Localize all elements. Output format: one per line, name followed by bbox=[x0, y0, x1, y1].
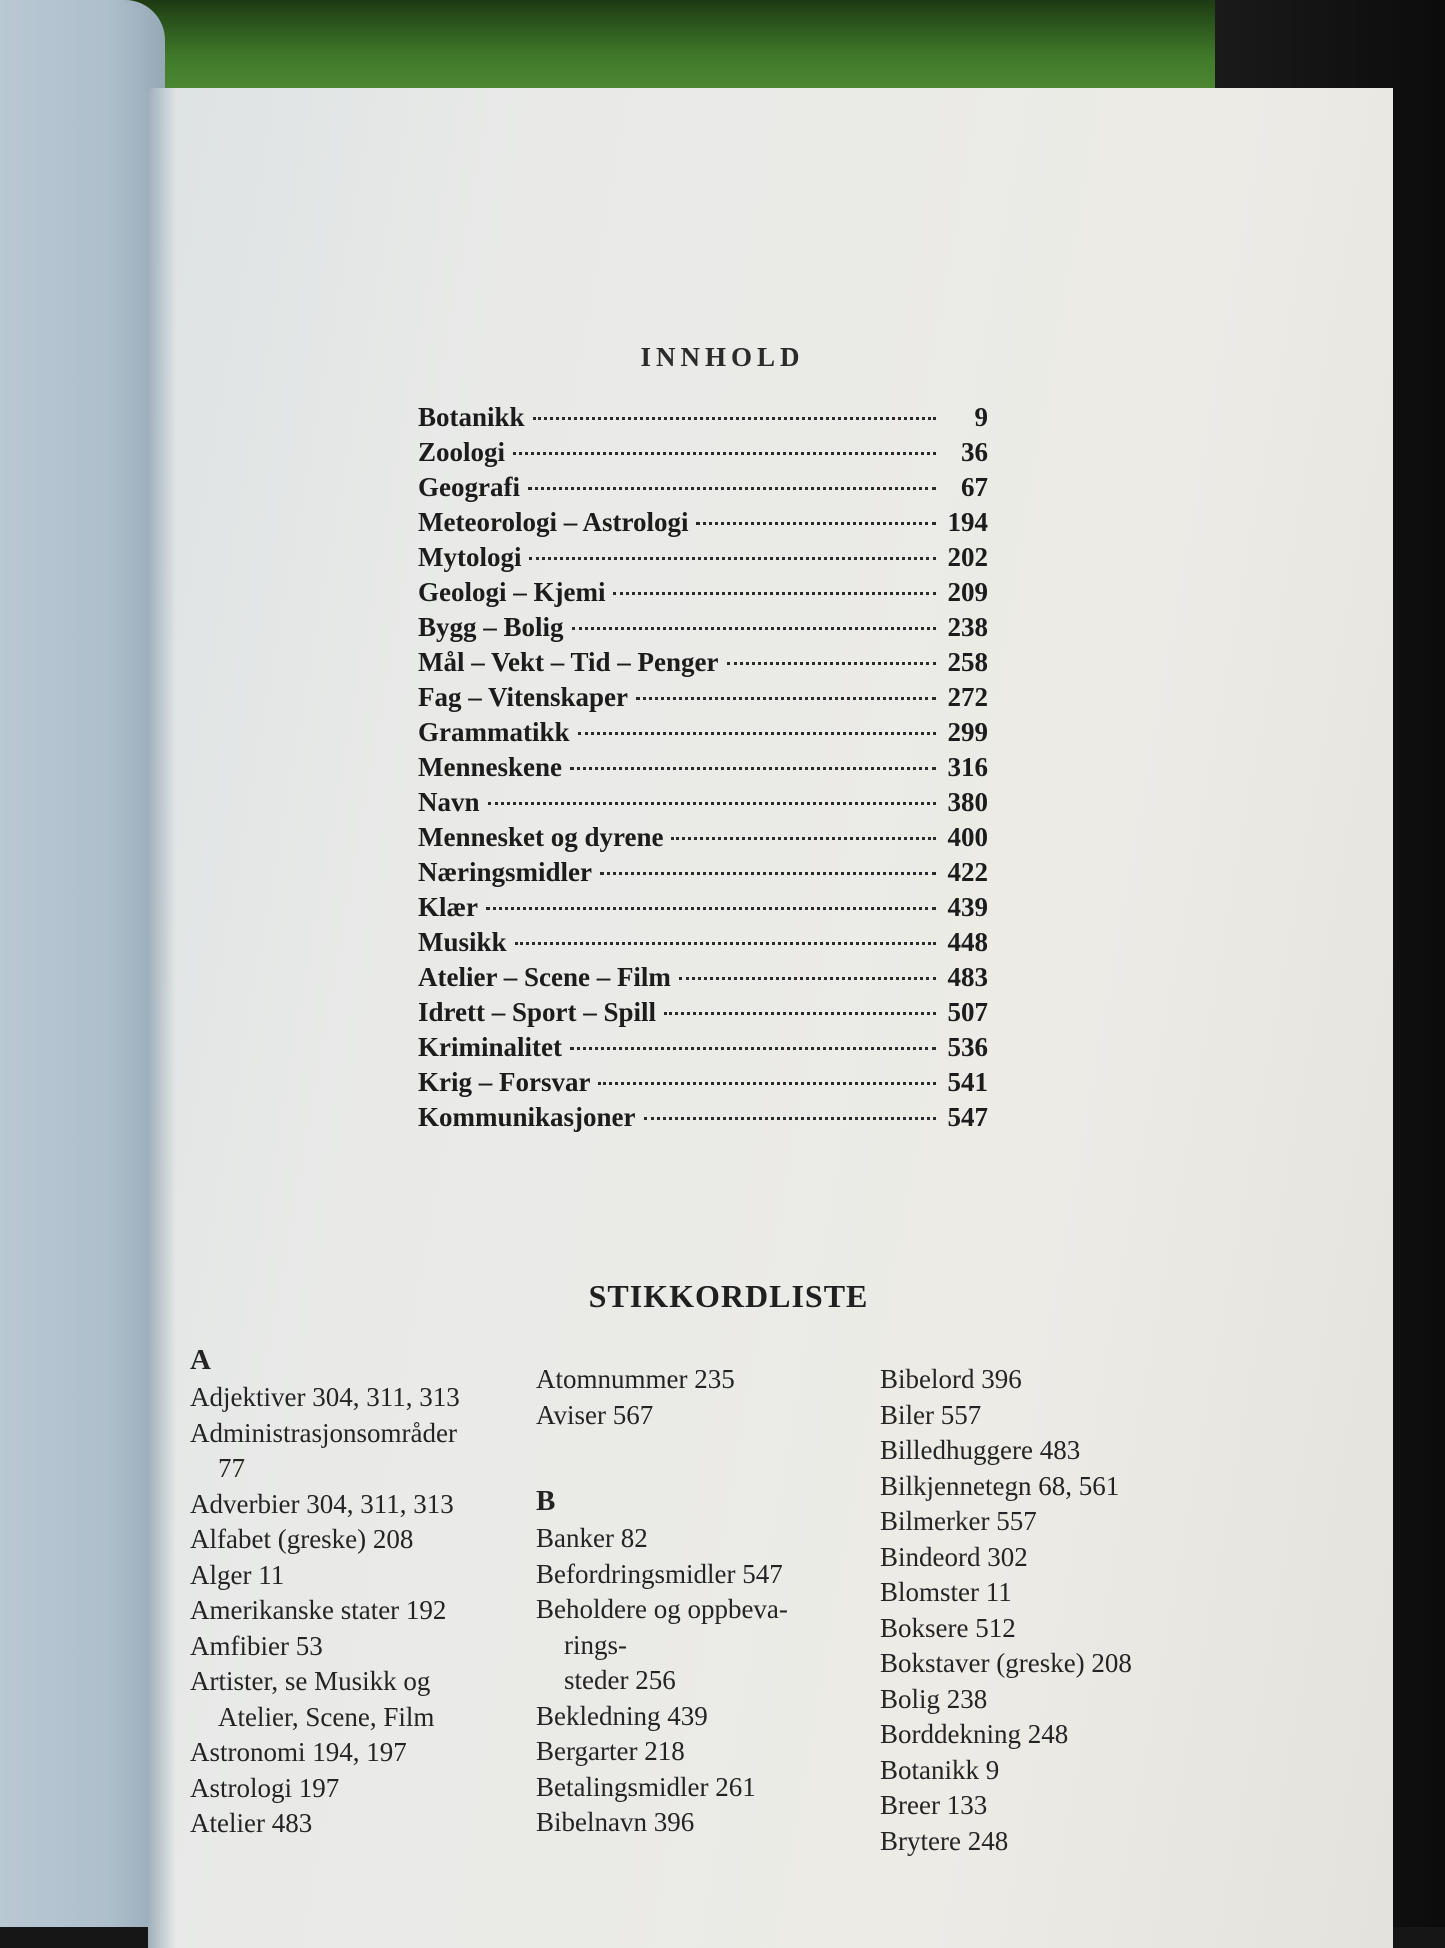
index-column-1 bbox=[190, 1340, 460, 1842]
index-entry: Astronomi 194, 197 bbox=[190, 1737, 407, 1767]
toc-entry-page: 272 bbox=[947, 682, 988, 712]
toc-entry bbox=[418, 647, 988, 682]
dot-leader bbox=[528, 487, 936, 490]
index-entry: Bergarter 218 bbox=[536, 1736, 685, 1766]
index-entry: Bibelnavn 396 bbox=[536, 1807, 695, 1837]
index-entry: Alfabet (greske) 208 bbox=[190, 1524, 414, 1554]
dot-leader bbox=[636, 697, 936, 700]
toc-entry bbox=[418, 612, 988, 647]
toc-entry-title: Mål – Vekt – Tid – Penger bbox=[418, 647, 719, 677]
dot-leader bbox=[598, 1082, 936, 1085]
toc-entry-page: 536 bbox=[947, 1032, 988, 1062]
dot-leader bbox=[533, 417, 936, 420]
toc-entry-title: Navn bbox=[418, 787, 480, 817]
index-entry: Breer 133 bbox=[880, 1790, 988, 1820]
index-entry: Alger 11 bbox=[190, 1559, 285, 1590]
toc-entry bbox=[418, 752, 988, 787]
index-entry-continuation: steder 256 bbox=[564, 1665, 676, 1695]
toc-entry-title: Mytologi bbox=[418, 542, 522, 572]
toc-list bbox=[418, 402, 988, 1137]
toc-entry bbox=[418, 1067, 988, 1102]
toc-entry-page: 202 bbox=[947, 542, 988, 572]
toc-entry bbox=[418, 857, 988, 892]
index-entry: Adjektiver 304, 311, 313 bbox=[190, 1382, 460, 1412]
dot-leader bbox=[696, 522, 936, 525]
toc-entry bbox=[418, 962, 988, 997]
toc-entry-title: Menneskene bbox=[418, 752, 562, 782]
index-letter-heading: B bbox=[536, 1485, 556, 1517]
toc-entry-page: 439 bbox=[947, 892, 988, 922]
index-column-2 bbox=[536, 1362, 788, 1841]
spacer bbox=[536, 1433, 788, 1481]
toc-entry bbox=[418, 542, 988, 577]
toc-entry-title: Musikk bbox=[418, 927, 507, 957]
index-entry: Bekledning 439 bbox=[536, 1700, 708, 1731]
index-entry: Bolig 238 bbox=[880, 1683, 988, 1714]
index-entry: Bindeord 302 bbox=[880, 1541, 1028, 1572]
dot-leader bbox=[664, 1012, 936, 1015]
dot-leader bbox=[578, 732, 937, 735]
toc-entry-title: Næringsmidler bbox=[418, 857, 592, 887]
dot-leader bbox=[570, 1047, 936, 1050]
toc-entry-title: Atelier – Scene – Film bbox=[418, 962, 671, 992]
toc-entry bbox=[418, 717, 988, 752]
toc-entry bbox=[418, 1032, 988, 1067]
toc-entry-title: Meteorologi – Astrologi bbox=[418, 507, 689, 537]
toc-entry-title: Kommunikasjoner bbox=[418, 1102, 636, 1132]
index-entry: Atelier 483 bbox=[190, 1808, 313, 1838]
dot-leader bbox=[572, 627, 936, 630]
index-entry: Botanikk 9 bbox=[880, 1754, 1000, 1785]
toc-entry-page: 9 bbox=[974, 402, 988, 432]
dot-leader bbox=[727, 662, 936, 665]
index-column-3 bbox=[880, 1362, 1132, 1859]
index-entry: Amerikanske stater 192 bbox=[190, 1595, 447, 1625]
index-entry: Aviser 567 bbox=[536, 1399, 654, 1430]
toc-entry bbox=[418, 437, 988, 472]
index-entry: Bilmerker 557 bbox=[880, 1506, 1037, 1536]
index-entry: Amfibier 53 bbox=[190, 1630, 323, 1661]
toc-entry-page: 258 bbox=[947, 647, 988, 677]
dot-leader bbox=[671, 837, 936, 840]
index-entry: Brytere 248 bbox=[880, 1825, 1009, 1856]
index-entry-continuation: rings- bbox=[564, 1629, 627, 1660]
index-entry: Betalingsmidler 261 bbox=[536, 1771, 756, 1802]
toc-entry-page: 547 bbox=[947, 1102, 988, 1132]
toc-entry-page: 400 bbox=[947, 822, 988, 852]
toc-entry-title: Geografi bbox=[418, 472, 520, 502]
index-entry: Borddekning 248 bbox=[880, 1719, 1069, 1749]
toc-entry-title: Grammatikk bbox=[418, 717, 570, 747]
dot-leader bbox=[613, 592, 936, 595]
index-entry-continuation: Atelier, Scene, Film bbox=[218, 1701, 435, 1732]
index-entry: Befordringsmidler 547 bbox=[536, 1558, 783, 1589]
index-entry: Bibelord 396 bbox=[880, 1364, 1022, 1394]
index-entry: Atomnummer 235 bbox=[536, 1364, 735, 1394]
dot-leader bbox=[515, 942, 936, 945]
toc-entry-page: 299 bbox=[947, 717, 988, 747]
index-entry: Administrasjonsområder bbox=[190, 1417, 457, 1448]
dot-leader bbox=[486, 907, 936, 910]
dot-leader bbox=[529, 557, 936, 560]
toc-entry-title: Fag – Vitenskaper bbox=[418, 682, 629, 712]
toc-entry-page: 507 bbox=[947, 997, 988, 1027]
toc-entry-page: 238 bbox=[947, 612, 988, 642]
toc-entry-title: Bygg – Bolig bbox=[418, 612, 564, 642]
toc-entry-page: 194 bbox=[947, 507, 988, 537]
toc-entry-page: 483 bbox=[947, 962, 988, 992]
index-entry: Boksere 512 bbox=[880, 1612, 1016, 1643]
toc-entry-title: Kriminalitet bbox=[418, 1032, 562, 1062]
index-heading: STIKKORDLISTE bbox=[588, 1278, 869, 1314]
toc-entry-page: 422 bbox=[947, 857, 988, 887]
dot-leader bbox=[570, 767, 936, 770]
dot-leader bbox=[679, 977, 936, 980]
toc-entry bbox=[418, 787, 988, 822]
index-entry: Bilkjennetegn 68, 561 bbox=[880, 1470, 1120, 1501]
toc-entry-page: 316 bbox=[947, 752, 988, 782]
toc-heading: INNHOLD bbox=[640, 342, 805, 372]
toc-entry-title: Zoologi bbox=[418, 437, 506, 467]
toc-entry bbox=[418, 997, 988, 1032]
dot-leader bbox=[513, 452, 936, 455]
index-entry: Astrologi 197 bbox=[190, 1772, 340, 1803]
toc-entry-title: Botanikk bbox=[418, 402, 525, 432]
index-entry: Biler 557 bbox=[880, 1399, 982, 1430]
toc-entry bbox=[418, 507, 988, 542]
toc-entry-page: 36 bbox=[961, 437, 988, 467]
toc-entry bbox=[418, 1102, 988, 1137]
toc-entry-page: 448 bbox=[947, 927, 988, 957]
toc-entry-title: Geologi – Kjemi bbox=[418, 577, 606, 607]
background-green-surface bbox=[120, 0, 1240, 95]
toc-entry-title: Mennesket og dyrene bbox=[418, 822, 664, 852]
dot-leader bbox=[488, 802, 936, 805]
index-entry: Banker 82 bbox=[536, 1523, 648, 1553]
index-entry: Artister, se Musikk og bbox=[190, 1666, 431, 1696]
index-entry-continuation: 77 bbox=[218, 1453, 245, 1483]
toc-entry-page: 209 bbox=[947, 577, 988, 607]
toc-entry-title: Krig – Forsvar bbox=[418, 1067, 591, 1097]
facing-page bbox=[0, 0, 165, 1927]
index-entry: Bokstaver (greske) 208 bbox=[880, 1648, 1132, 1678]
index-entry: Adverbier 304, 311, 313 bbox=[190, 1488, 454, 1519]
toc-entry bbox=[418, 472, 988, 507]
toc-entry bbox=[418, 822, 988, 857]
toc-entry-title: Idrett – Sport – Spill bbox=[418, 997, 657, 1027]
index-entry: Billedhuggere 483 bbox=[880, 1435, 1081, 1465]
index-letter-heading: A bbox=[190, 1344, 211, 1376]
toc-entry-title: Klær bbox=[418, 892, 478, 922]
toc-entry-page: 67 bbox=[961, 472, 988, 502]
toc-entry bbox=[418, 927, 988, 962]
toc-entry-page: 541 bbox=[947, 1067, 988, 1097]
index-entry: Blomster 11 bbox=[880, 1577, 1012, 1607]
toc-entry bbox=[418, 402, 988, 437]
dot-leader bbox=[600, 872, 936, 875]
toc-entry-page: 380 bbox=[947, 787, 988, 817]
toc-entry bbox=[418, 577, 988, 612]
toc-entry bbox=[418, 892, 988, 927]
toc-entry bbox=[418, 682, 988, 717]
dot-leader bbox=[644, 1117, 936, 1120]
index-entry: Beholdere og oppbeva- bbox=[536, 1594, 788, 1624]
